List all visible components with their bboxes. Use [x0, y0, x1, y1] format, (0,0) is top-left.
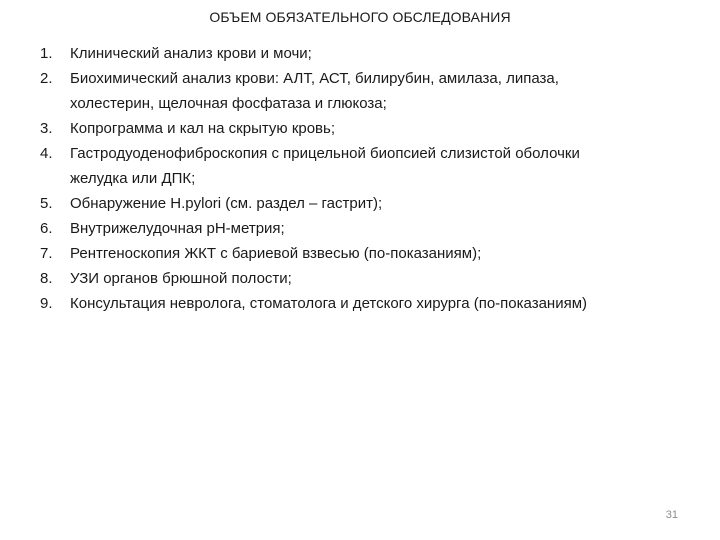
list-item: [40, 41, 680, 66]
list-item-number: 4.: [40, 145, 53, 162]
list-item-text: Копрограмма и кал на скрытую кровь;: [70, 120, 336, 137]
exam-list: [40, 41, 680, 316]
list-item-number: 8.: [40, 270, 53, 287]
list-item-number: 7.: [40, 245, 53, 262]
list-item-number: 3.: [40, 120, 53, 137]
list-item-number: 2.: [40, 70, 53, 87]
list-item-number: 1.: [40, 45, 53, 62]
list-item-text: Биохимический анализ крови: АЛТ, АСТ, билирубин, амилаза, липаза, холестерин, щелочная фосфатаза и глюкоза;: [70, 70, 559, 112]
list-item: [40, 266, 680, 291]
list-item-number: 5.: [40, 195, 53, 212]
list-item-number: 6.: [40, 220, 53, 237]
list-item: [40, 216, 680, 241]
list-item: [40, 291, 680, 316]
page-number: 31: [665, 509, 678, 521]
list-item-text: Консультация невролога, стоматолога и детского хирурга (по-показаниям): [70, 295, 588, 312]
list-item: [40, 191, 680, 216]
list-item: [40, 241, 680, 266]
list-item-text: Клинический анализ крови и мочи;: [70, 45, 312, 62]
list-item: [40, 66, 680, 116]
list-item-text: Обнаружение H.pylori (см. раздел – гастрит);: [70, 195, 383, 212]
list-item: [40, 141, 680, 191]
slide-title: ОБЪЕМ ОБЯЗАТЕЛЬНОГО ОБСЛЕДОВАНИЯ: [209, 9, 511, 25]
list-item-text: УЗИ органов брюшной полости;: [70, 270, 292, 287]
list-item-text: Внутрижелудочная рН-метрия;: [70, 220, 285, 237]
list-item: [40, 116, 680, 141]
list-item-number: 9.: [40, 295, 53, 312]
list-item-text: Гастродуоденофиброскопия с прицельной биопсией слизистой оболочки желудка или ДПК;: [70, 145, 580, 187]
list-item-text: Рентгеноскопия ЖКТ с бариевой взвесью (по-показаниям);: [70, 245, 482, 262]
